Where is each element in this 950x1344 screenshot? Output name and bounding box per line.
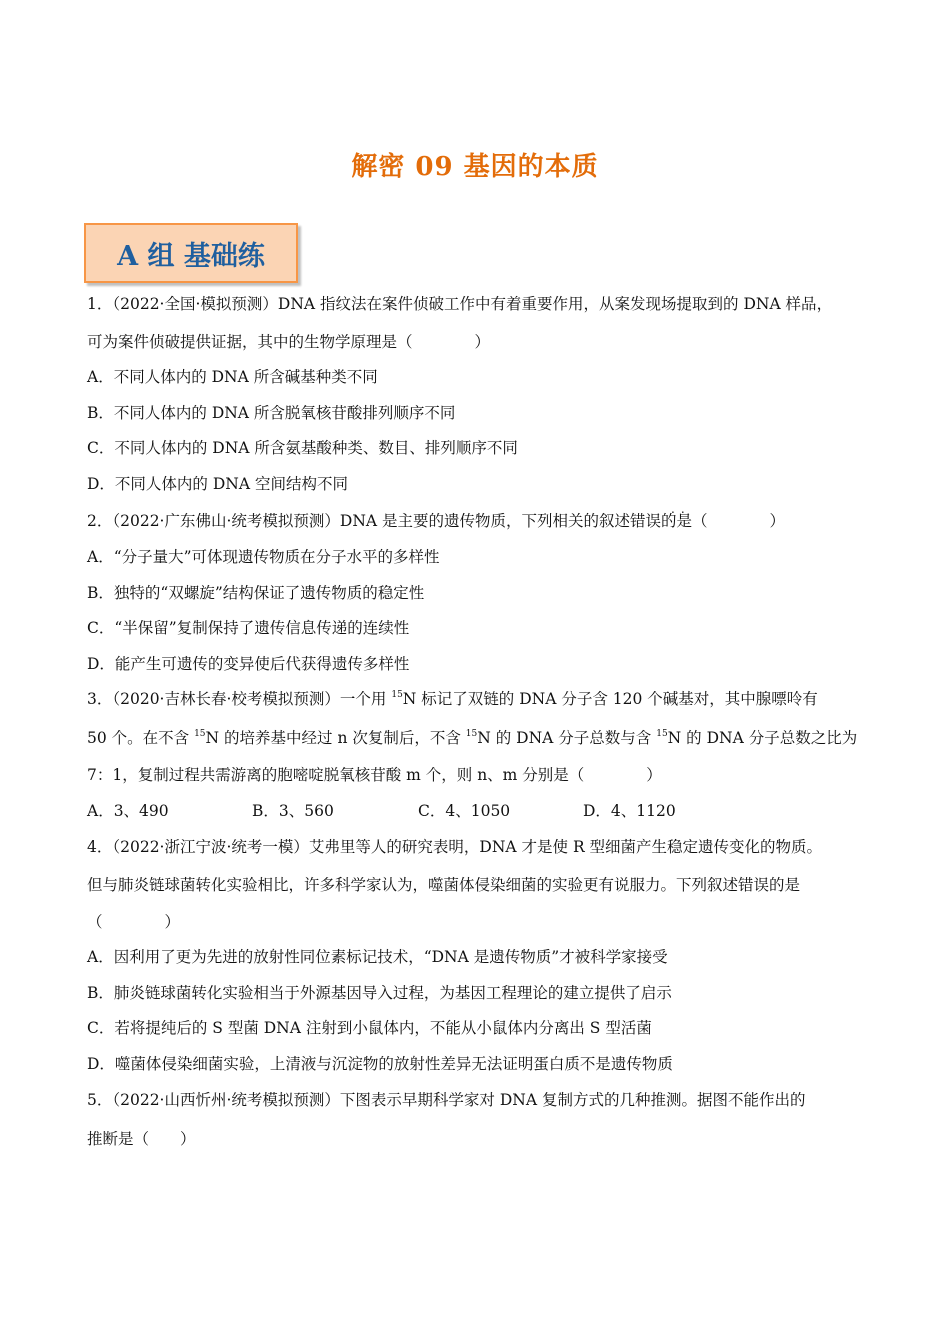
question-4-stem-cont: 但与肺炎链球菌转化实验相比，许多科学家认为，噬菌体侵染细菌的实验更有说服力。下列叙述错误的是	[87, 876, 801, 894]
question-3-stem-end: 7：1，复制过程共需游离的胞嘧啶脱氧核苷酸 m 个，则 n、m 分别是（ ）	[87, 766, 662, 784]
question-1-option-a: A．不同人体内的 DNA 所含碱基种类不同	[87, 368, 378, 386]
question-4-option-d: D．噬菌体侵染细菌实验，上清液与沉淀物的放射性差异无法证明蛋白质不是遗传物质	[87, 1055, 673, 1073]
question-3-options	[87, 801, 676, 821]
question-3-option-d: D．4、1120	[583, 802, 676, 820]
question-1-stem: 1．（2022·全国·模拟预测）DNA 指纹法在案件侦破工作中有着重要作用，从案发现场提取到的 DNA 样品，	[87, 295, 833, 313]
question-3-option-a: A．3、490	[87, 802, 169, 820]
question-4-stem: 4．（2022·浙江宁波·统考一模）艾弗里等人的研究表明，DNA 才是使 R 型细菌产生稳定遗传变化的物质。	[87, 838, 823, 856]
question-2-stem: 2．（2022·广东佛山·统考模拟预测）DNA 是主要的遗传物质，下列相关的叙述错误的是（ ）	[87, 512, 786, 530]
question-1-option-c: C．不同人体内的 DNA 所含氨基酸种类、数目、排列顺序不同	[87, 439, 518, 457]
section-label-box	[84, 223, 298, 283]
question-3-option-b: B．3、560	[252, 802, 334, 820]
question-2-option-d: D．能产生可遗传的变异使后代获得遗传多样性	[87, 655, 410, 673]
question-4-option-c: C．若将提纯后的 S 型菌 DNA 注射到小鼠体内，不能从小鼠体内分离出 S 型活菌	[87, 1019, 652, 1037]
question-5-stem-cont: 推断是（ ）	[87, 1130, 196, 1148]
question-1-option-d: D．不同人体内的 DNA 空间结构不同	[87, 475, 348, 493]
question-3-stem-cont: 50 个。在不含 $^{15}$N 的培养基中经过 n 次复制后，不含 $^{15}$N 的 DNA 分子总数与含 $^{15}$N 的 DNA 分子总数之比为	[87, 729, 858, 747]
emphasis-dots: ..	[671, 502, 691, 516]
question-4-option-b: B．肺炎链球菌转化实验相当于外源基因导入过程，为基因工程理论的建立提供了启示	[87, 984, 672, 1002]
question-4-option-a: A．因利用了更为先进的放射性同位素标记技术，“DNA 是遗传物质”才被科学家接受	[87, 948, 668, 966]
question-1-stem-cont: 可为案件侦破提供证据，其中的生物学原理是（ ）	[87, 333, 491, 351]
question-4-stem-end: （ ）	[87, 913, 181, 931]
question-3-stem: 3．（2020·吉林长春·校考模拟预测）一个用 $^{15}$N 标记了双链的 DNA 分子含 120 个碱基对，其中腺嘌呤有	[87, 690, 818, 708]
question-5-stem: 5．（2022·山西忻州·统考模拟预测）下图表示早期科学家对 DNA 复制方式的几种推测。据图不能作出的	[87, 1091, 806, 1109]
question-2-option-a: A．“分子量大”可体现遗传物质在分子水平的多样性	[87, 548, 440, 566]
question-2-option-b: B．独特的“双螺旋”结构保证了遗传物质的稳定性	[87, 584, 425, 602]
section-label: A 组 基础练	[117, 240, 265, 272]
question-1-option-b: B．不同人体内的 DNA 所含脱氧核苷酸排列顺序不同	[87, 404, 456, 422]
question-3-option-c: C．4、1050	[418, 802, 511, 820]
page-title: 解密 09 基因的本质	[351, 152, 599, 182]
question-2-option-c: C．“半保留”复制保持了遗传信息传递的连续性	[87, 619, 410, 637]
